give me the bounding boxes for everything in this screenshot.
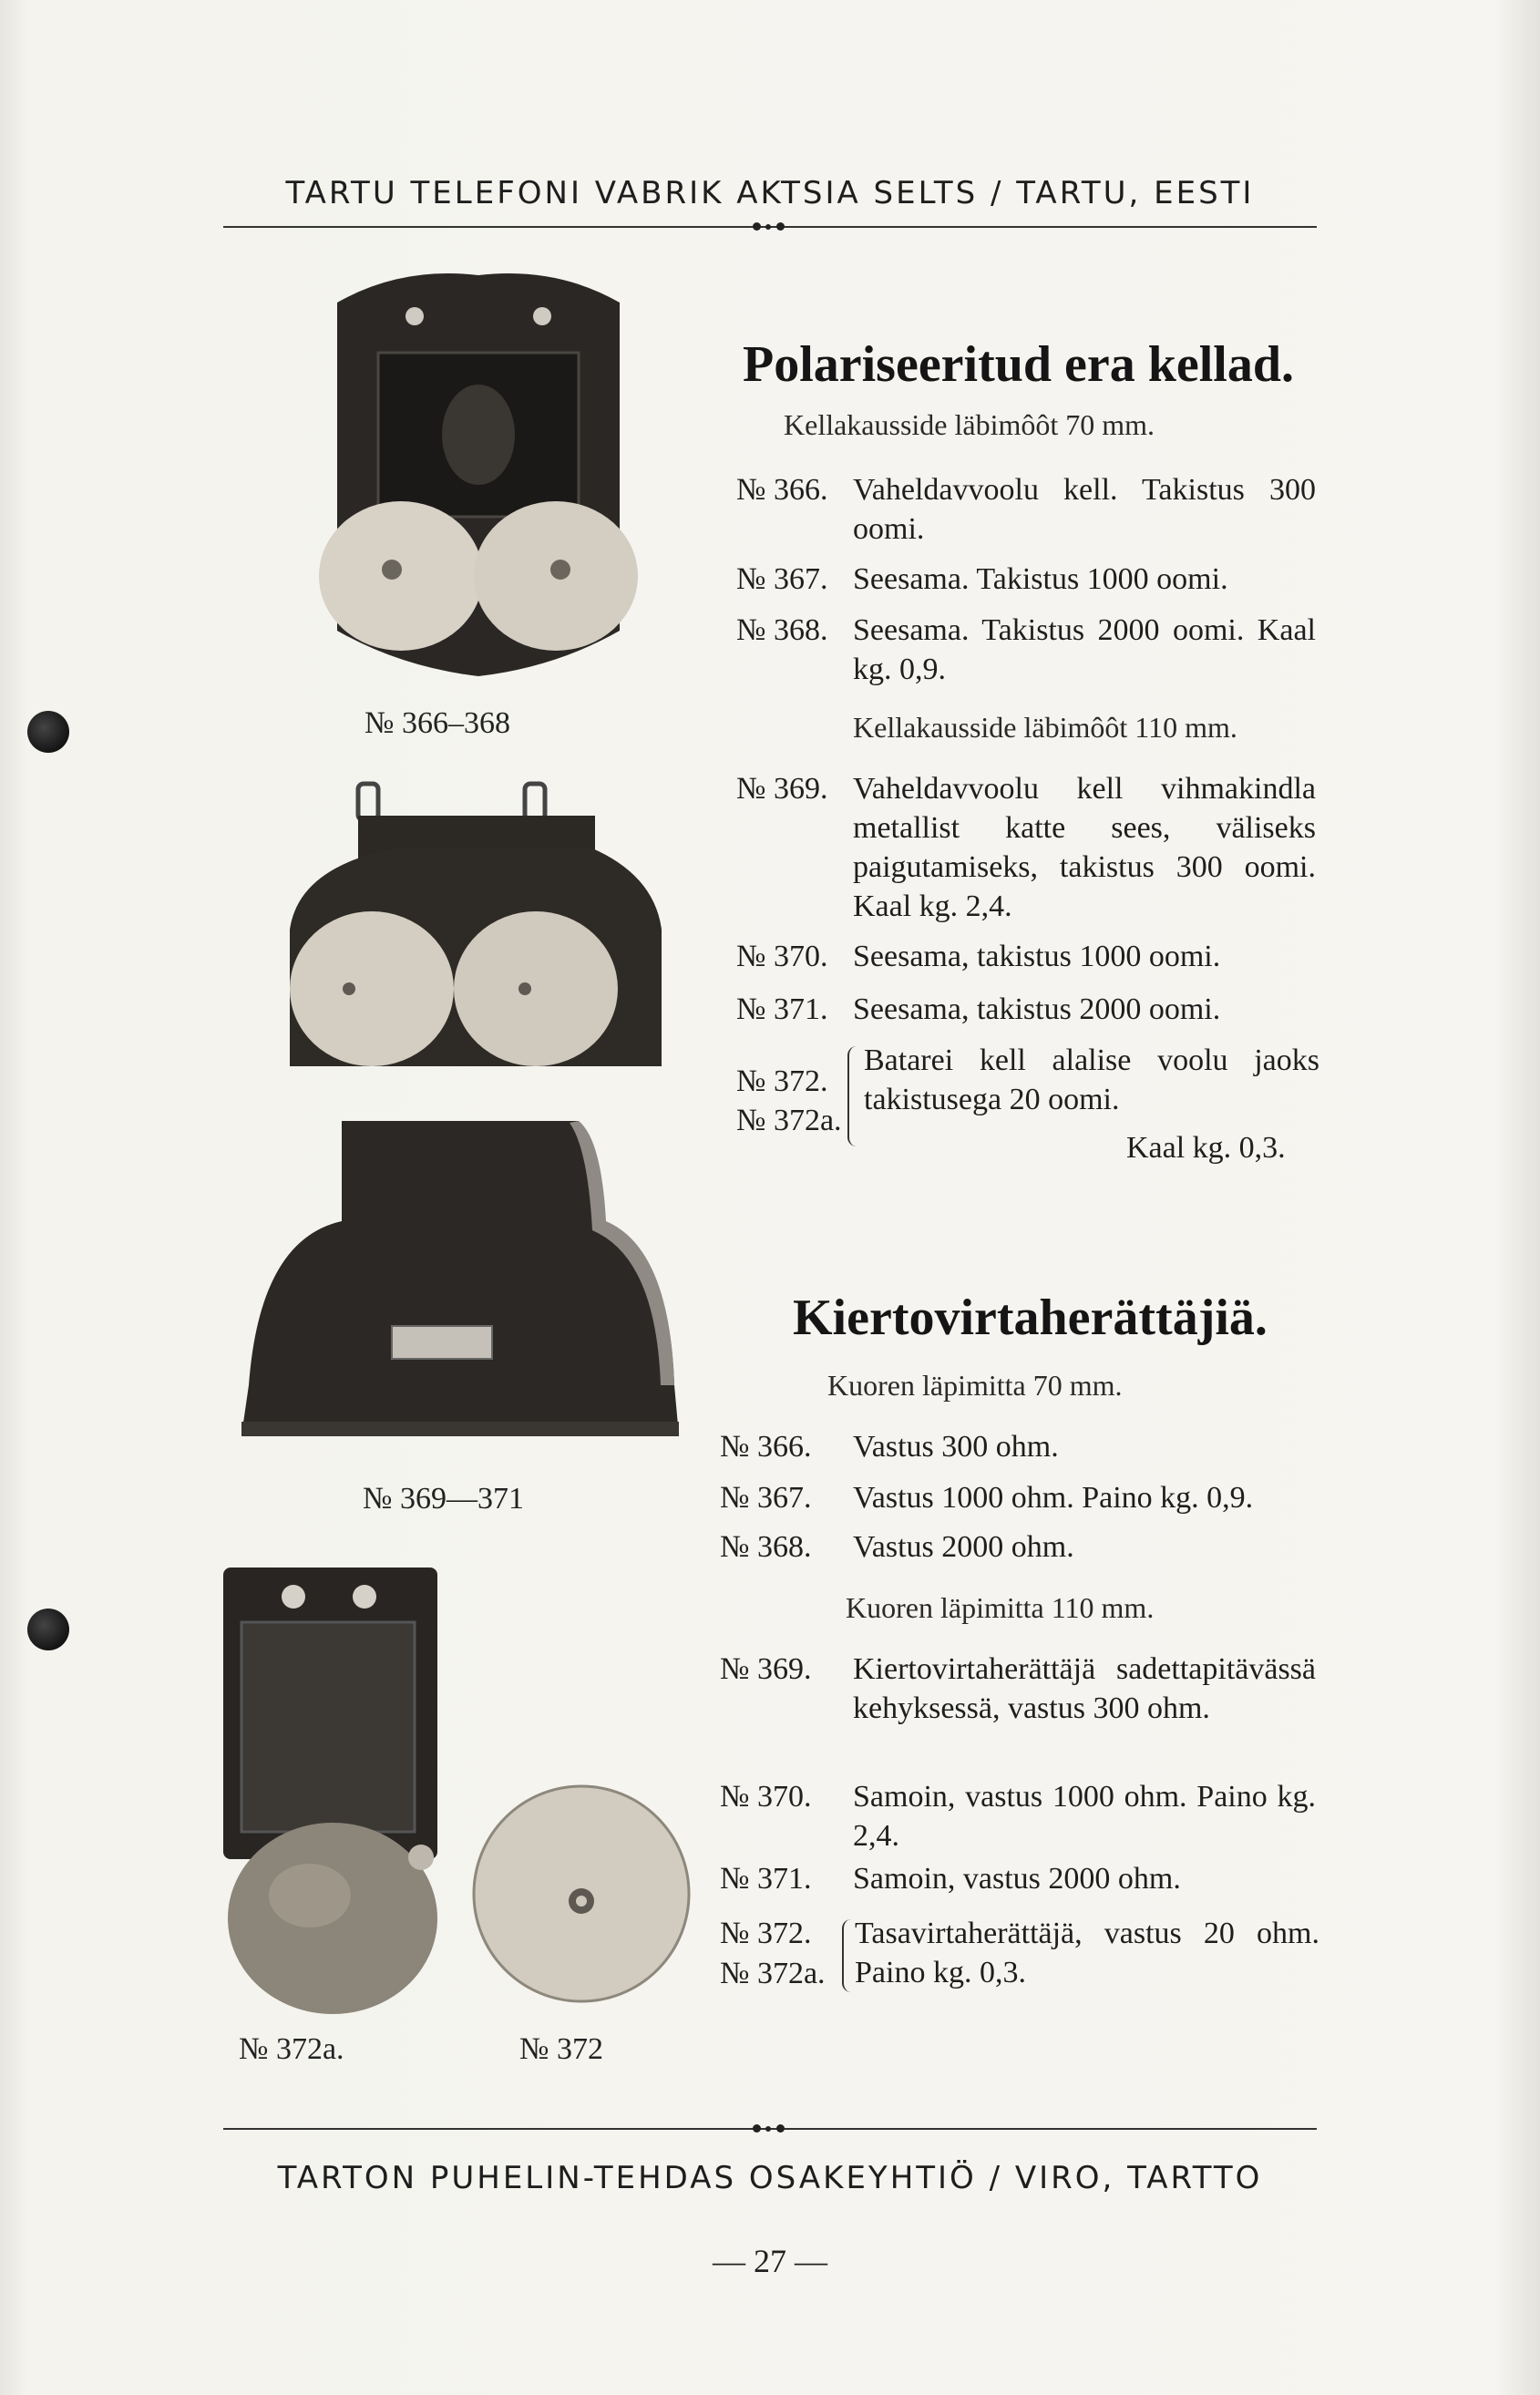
- section2-battery-num-372a: № 372a.: [720, 1957, 826, 1990]
- section1-subtitle-b: Kellakausside läbimôôt 110 mm.: [853, 711, 1237, 744]
- section1-battery-brace: [847, 1046, 860, 1146]
- caption-366-368: № 366–368: [364, 706, 510, 740]
- header-rule: [223, 226, 1317, 228]
- section1-subtitle-a: Kellakausside läbimôôt 70 mm.: [784, 408, 1155, 441]
- caption-372: № 372: [519, 2032, 603, 2066]
- caption-369-371: № 369—371: [363, 1482, 524, 1516]
- section1-battery-text: Batarei kell alalise voolu jaoks takistusega 20 oomi.: [864, 1043, 1319, 1116]
- bell-photo-372a: [219, 1568, 447, 2014]
- section2-title: Kiertovirtaherättäjiä.: [793, 1290, 1268, 1346]
- bell-photo-372: [472, 1784, 691, 2003]
- section2-battery-brace: [842, 1919, 855, 1992]
- page-number: — 27 —: [713, 2243, 827, 2279]
- binder-hole-bottom: [27, 1609, 69, 1650]
- bell-photo-369-371-open: [290, 775, 662, 1066]
- footer-rule: [223, 2128, 1317, 2130]
- section1-item-366: № 366. Vaheldavvoolu kell. Takistus 300 oomi.: [736, 473, 1316, 546]
- section2-battery-text: Tasavirtaherättäjä, vastus 20 ohm. Paino kg. 0,3.: [855, 1917, 1319, 1989]
- caption-372a: № 372a.: [239, 2032, 344, 2066]
- wall-bell-photo-366-368: [310, 266, 647, 685]
- page-footer: TARTON PUHELIN-TEHDAS OSAKEYHTIÖ / VIRO, TARTTO: [277, 2160, 1263, 2196]
- section2-subtitle-a: Kuoren läpimitta 70 mm.: [827, 1369, 1123, 1402]
- section2-battery-num-372: № 372.: [720, 1917, 812, 1950]
- section1-title: Polariseeritud era kellad.: [743, 336, 1295, 393]
- page-header: TARTU TELEFONI VABRIK AKTSIA SELTS / TARTU, EESTI: [285, 175, 1255, 211]
- section1-battery-num-372a: № 372a.: [736, 1104, 842, 1137]
- section2-subtitle-b: Kuoren läpimitta 110 mm.: [846, 1591, 1155, 1624]
- section1-battery-weight: Kaal kg. 0,3.: [1126, 1131, 1286, 1165]
- binder-hole-top: [27, 711, 69, 753]
- bell-photo-369-371-cover: [241, 1112, 679, 1440]
- section1-battery-num-372: № 372.: [736, 1064, 828, 1098]
